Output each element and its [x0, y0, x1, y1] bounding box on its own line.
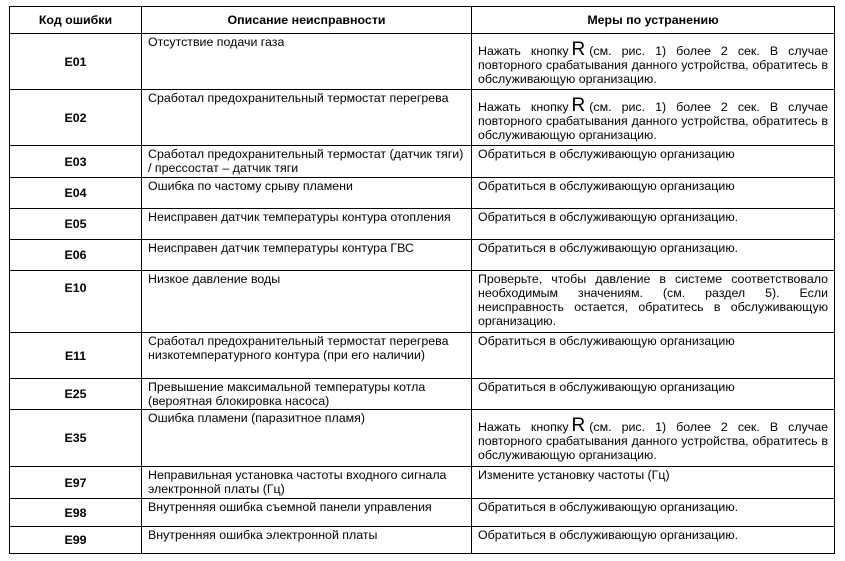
- table-row: [10, 34, 835, 90]
- table-row: [10, 499, 835, 527]
- table-row: [10, 209, 835, 240]
- error-description: Ошибка по частому срыву пламени: [142, 178, 472, 209]
- error-code: E02: [10, 90, 142, 146]
- error-code: E01: [10, 34, 142, 90]
- error-action: Обратиться в обслуживающую организацию: [472, 379, 835, 410]
- error-code: E25: [10, 379, 142, 410]
- reset-button-icon: R: [571, 95, 586, 116]
- error-code: E98: [10, 499, 142, 527]
- error-description: Превышение максимальной температуры котла (вероятная блокировка насоса): [142, 379, 472, 410]
- table-row: [10, 379, 835, 410]
- error-description: Ошибка пламени (паразитное пламя): [142, 410, 472, 467]
- action-prefix: Нажать кнопку: [478, 420, 569, 434]
- error-code: E06: [10, 240, 142, 271]
- error-code: E11: [10, 333, 142, 379]
- action-suffix: (см. рис. 1) более 2 сек. В случае повторного срабатывания данного устройства, обратитесь в обслуживающую организацию.: [478, 44, 828, 86]
- action-prefix: Нажать кнопку: [478, 100, 569, 114]
- error-code: E05: [10, 209, 142, 240]
- error-code: E97: [10, 467, 142, 499]
- table-row: [10, 240, 835, 271]
- table-row: [10, 527, 835, 554]
- error-action: [472, 410, 835, 467]
- error-action: Обратиться в обслуживающую организацию.: [472, 209, 835, 240]
- header-action: Меры по устранению: [472, 7, 835, 34]
- error-action: Измените установку частоты (Гц): [472, 467, 835, 499]
- error-action: Обратиться в обслуживающую организацию: [472, 333, 835, 379]
- header-code: Код ошибки: [10, 7, 142, 34]
- error-code: E03: [10, 146, 142, 178]
- error-action: [472, 90, 835, 146]
- reset-button-icon: R: [571, 39, 586, 60]
- error-description: Сработал предохранительный термостат перегрева низкотемпературного контура (при его наличии): [142, 333, 472, 379]
- error-description: Низкое давление воды: [142, 271, 472, 333]
- reset-button-icon: R: [571, 415, 586, 436]
- table-row: [10, 333, 835, 379]
- action-suffix: (см. рис. 1) более 2 сек. В случае повторного срабатывания данного устройства, обратитесь в обслуживающую организацию.: [478, 420, 828, 462]
- error-action: Обратиться в обслуживающую организацию.: [472, 499, 835, 527]
- header-description: Описание неисправности: [142, 7, 472, 34]
- table-row: [10, 271, 835, 333]
- error-action: Обратиться в обслуживающую организацию.: [472, 527, 835, 554]
- error-description: Сработал предохранительный термостат (датчик тяги) / прессостат – датчик тяги: [142, 146, 472, 178]
- error-code: E99: [10, 527, 142, 554]
- error-description: Неисправен датчик температуры контура отопления: [142, 209, 472, 240]
- error-action: [472, 34, 835, 90]
- error-description: Сработал предохранительный термостат перегрева: [142, 90, 472, 146]
- table-row: [10, 146, 835, 178]
- error-codes-table: [9, 6, 835, 554]
- error-code: E10: [10, 271, 142, 333]
- error-action: Обратиться в обслуживающую организацию.: [472, 240, 835, 271]
- error-codes-document: [9, 6, 835, 554]
- error-code: E35: [10, 410, 142, 467]
- error-code: E04: [10, 178, 142, 209]
- action-suffix: (см. рис. 1) более 2 сек. В случае повторного срабатывания данного устройства, обратитесь в обслуживающую организацию.: [478, 100, 828, 142]
- error-description: Внутренняя ошибка съемной панели управления: [142, 499, 472, 527]
- error-action: Обратиться в обслуживающую организацию: [472, 146, 835, 178]
- table-row: [10, 178, 835, 209]
- table-row: [10, 410, 835, 467]
- table-row: [10, 90, 835, 146]
- table-header-row: [10, 7, 835, 34]
- error-description: Неисправен датчик температуры контура ГВС: [142, 240, 472, 271]
- table-row: [10, 467, 835, 499]
- error-action: Проверьте, чтобы давление в системе соответствовало необходимым значениям. (см. раздел 5). Если неисправность остается, обратитесь в обслуживающую организацию.: [472, 271, 835, 333]
- error-description: Отсутствие подачи газа: [142, 34, 472, 90]
- error-action: Обратиться в обслуживающую организацию: [472, 178, 835, 209]
- error-description: Неправильная установка частоты входного сигнала электронной платы (Гц): [142, 467, 472, 499]
- error-description: Внутренняя ошибка электронной платы: [142, 527, 472, 554]
- action-prefix: Нажать кнопку: [478, 44, 569, 58]
